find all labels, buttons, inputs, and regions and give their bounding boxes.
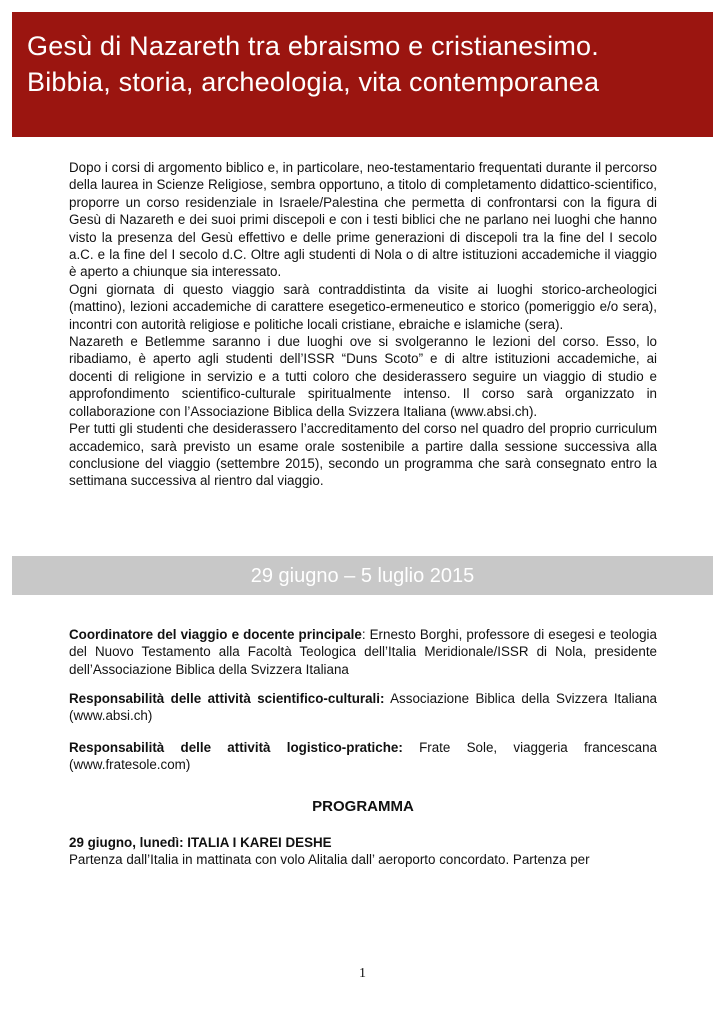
intro-paragraph: Per tutti gli studenti che desiderassero l’accreditamento del corso nel quadro del proprio curriculum accademico, sarà previsto un esame orale sostenibile a partire dalla sessione successiva alla conclusione del viaggio (settembre 2015), secondo un programma che sarà consegnato entro la settimana successiva al rientro dal viaggio. [69, 421, 657, 489]
intro-paragraph: Nazareth e Betlemme saranno i due luoghi ove si svolgeranno le lezioni del corso. Esso, lo ribadiamo, è aperto agli studenti dell’ISSR “Duns Scoto” e di altre istituzioni accademiche, ai docenti di religione in servizio e a tutti coloro che desiderassero seguire un viaggio di studio e approfondimento scientifico-culturale spiritualmente intenso. Il corso sarà organizzato in collaborazione con l’Associazione Biblica della Svizzera Italiana (www.absi.ch). [69, 334, 657, 419]
logistic-text: Frate Sole, viaggeria francescana (www.fratesole.com) [69, 740, 657, 773]
intro-paragraph: Ogni giornata di questo viaggio sarà contraddistinta da visite ai luoghi storico-archeologici (mattino), lezioni accademiche di carattere esegetico-ermeneutico e storico (pomeriggio e/o sera), incontri con autorità religiose e politiche locali cristiane, ebraiche e islamiche (sera). [69, 281, 657, 332]
day-title: 29 giugno, lunedì: ITALIA I KAREI DESHE [69, 835, 332, 850]
scientific-label: Responsabilità delle attività scientifico-culturali: [69, 691, 385, 706]
day-description: Partenza dall’Italia in mattinata con volo Alitalia dall’ aeroporto concordato. Partenza per [69, 852, 590, 867]
title-banner [12, 12, 713, 137]
scientific-text: Associazione Biblica della Svizzera Italiana (www.absi.ch) [69, 691, 657, 724]
document-title-line-2: Bibbia, storia, archeologia, vita contemporanea [27, 67, 600, 97]
scientific-responsibility [69, 690, 657, 725]
intro-section [69, 159, 657, 490]
logistic-label: Responsabilità delle attività logistico-pratiche: [69, 740, 403, 755]
logistic-responsibility [69, 739, 657, 774]
coordinator-text: : Ernesto Borghi, professore di esegesi e teologia del Nuovo Testamento alla Facoltà Teologica dell’Italia Meridionale/ISSR di Nola, presidente dell’Associazione Biblica della Svizzera Italiana [69, 627, 657, 677]
document-title-line-1: Gesù di Nazareth tra ebraismo e cristianesimo. [27, 31, 599, 61]
date-banner: 29 giugno – 5 luglio 2015 [12, 556, 713, 595]
coordinator-info [69, 626, 657, 678]
programma-heading: PROGRAMMA [312, 798, 414, 815]
page-number: 1 [359, 966, 366, 981]
coordinator-label: Coordinatore del viaggio e docente principale [69, 627, 362, 642]
intro-paragraph: Dopo i corsi di argomento biblico e, in particolare, neo-testamentario frequentati durante il percorso della laurea in Scienze Religiose, sembra opportuno, a titolo di completamento didattico-scientifico, proporre un corso residenziale in Israele/Palestina che permetta di confrontarsi con la figura di Gesù di Nazareth e dei suoi primi discepoli e con i testi biblici che ne parlano nei luoghi che hanno visto la presenza del Gesù effettivo e delle prime generazioni di discepoli tra la fine del I secolo a.C. e la fine del I secolo d.C. Oltre agli studenti di Nola o di altre istituzioni accademiche il viaggio è aperto a chiunque sia interessato. [69, 160, 657, 280]
